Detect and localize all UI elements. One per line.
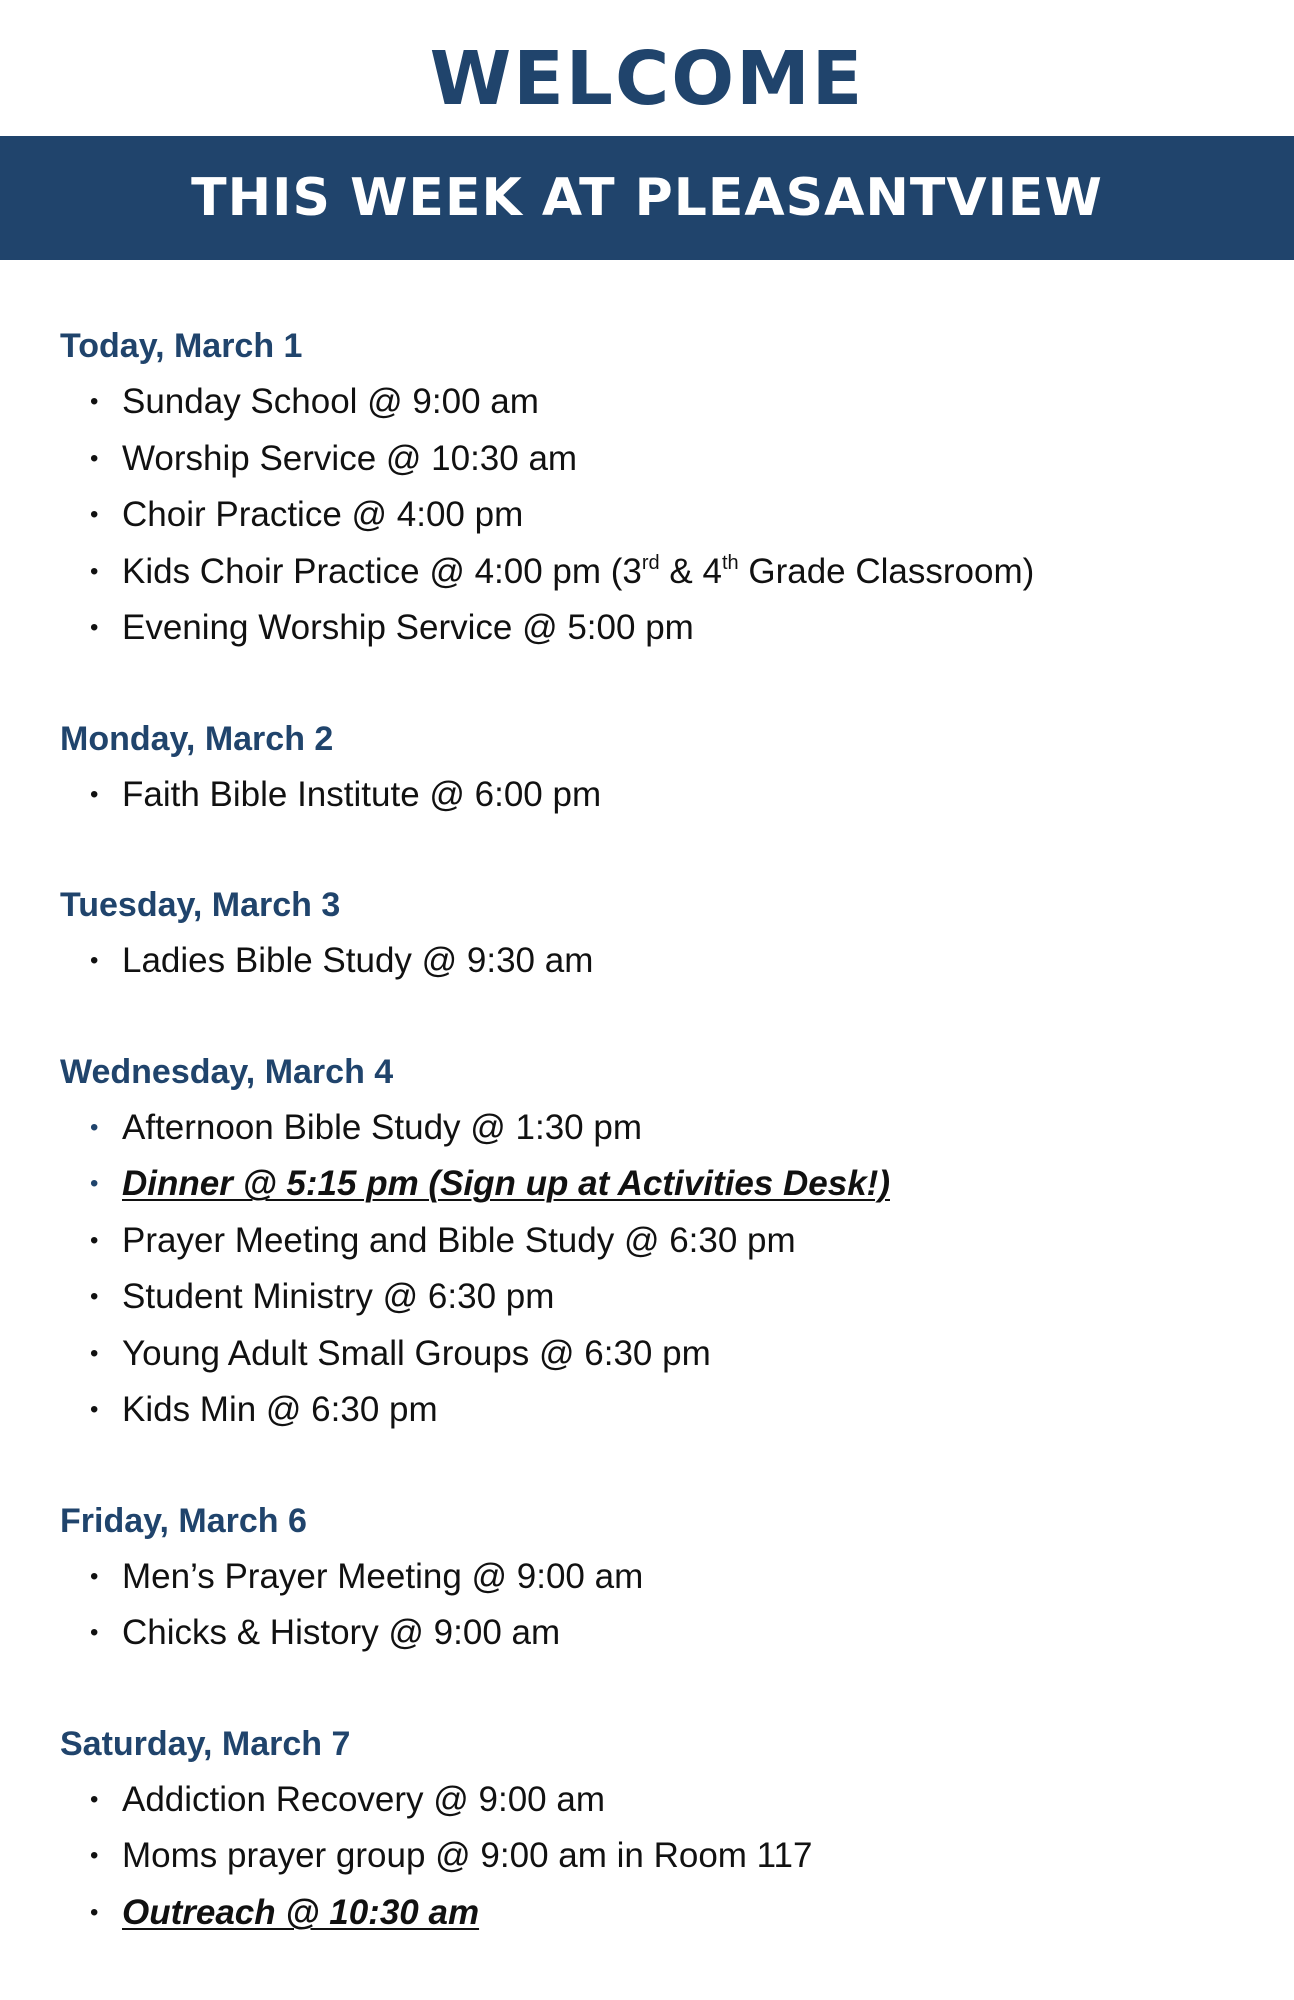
event-list	[60, 1772, 1240, 1942]
bullet-icon: •	[90, 780, 99, 808]
event-item: • Sunday School @ 9:00 am	[60, 374, 1240, 431]
bullet-icon: •	[90, 388, 99, 415]
bullet-icon: •	[90, 614, 99, 641]
event-item: • Afternoon Bible Study @ 1:30 pm	[60, 1100, 1240, 1157]
event-list	[60, 1100, 1240, 1439]
event-item: • Moms prayer group @ 9:00 am in Room 117	[60, 1828, 1240, 1885]
day-heading: Monday, March 2	[60, 719, 334, 758]
bullet-icon: •	[90, 1619, 99, 1646]
bullet-icon: •	[90, 444, 99, 472]
event-item: • Men’s Prayer Meeting @ 9:00 am	[60, 1549, 1240, 1606]
banner-title: THIS WEEK AT PLEASANTVIEW	[191, 168, 1103, 228]
event-item: • Faith Bible Institute @ 6:00 pm	[60, 767, 1240, 824]
bullet-icon: •	[90, 501, 99, 528]
day-section-march-1	[60, 318, 1240, 657]
event-item: • Student Ministry @ 6:30 pm	[60, 1269, 1240, 1326]
bullet-icon: •	[90, 557, 99, 585]
bullet-icon: •	[90, 947, 99, 974]
page-title: WELCOME	[429, 36, 865, 122]
event-item	[60, 544, 1240, 601]
day-heading: Tuesday, March 3	[60, 886, 341, 924]
event-item: • Kids Min @ 6:30 pm	[60, 1382, 1240, 1439]
day-heading: Wednesday, March 4	[60, 1052, 394, 1091]
day-heading: Friday, March 6	[60, 1501, 307, 1540]
bullet-icon: •	[90, 1226, 99, 1254]
day-section-march-6	[60, 1493, 1240, 1662]
day-heading: Today, March 1	[60, 327, 303, 365]
event-item-highlighted: • Dinner @ 5:15 pm (Sign up at Activities Desk!)	[60, 1156, 1240, 1213]
event-list	[60, 933, 1240, 990]
bullet-icon: •	[90, 1113, 99, 1141]
day-section-march-4	[60, 1044, 1240, 1439]
event-item: • Worship Service @ 10:30 am	[60, 431, 1240, 488]
bullet-icon: •	[90, 1842, 99, 1869]
event-item: • Chicks & History @ 9:00 am	[60, 1605, 1240, 1662]
bullet-icon: •	[90, 1785, 99, 1813]
bullet-icon: •	[90, 1339, 99, 1367]
event-item: • Young Adult Small Groups @ 6:30 pm	[60, 1326, 1240, 1383]
event-item: • Addiction Recovery @ 9:00 am	[60, 1772, 1240, 1829]
bullet-icon: •	[90, 1170, 99, 1197]
event-list	[60, 374, 1240, 657]
day-section-march-3	[60, 877, 1240, 990]
schedule	[60, 318, 1240, 1995]
event-list	[60, 767, 1240, 824]
day-heading: Saturday, March 7	[60, 1724, 351, 1763]
header-banner	[0, 136, 1294, 260]
bullet-icon: •	[90, 1283, 99, 1310]
event-list	[60, 1549, 1240, 1662]
event-item: • Prayer Meeting and Bible Study @ 6:30 pm	[60, 1213, 1240, 1270]
event-item: • Choir Practice @ 4:00 pm	[60, 487, 1240, 544]
event-item: • Ladies Bible Study @ 9:30 am	[60, 933, 1240, 990]
event-item-highlighted: • Outreach @ 10:30 am	[60, 1885, 1240, 1942]
day-section-march-2	[60, 711, 1240, 824]
bullet-icon: •	[90, 1562, 99, 1590]
bullet-icon: •	[90, 1396, 99, 1423]
day-section-march-7	[60, 1716, 1240, 1942]
event-item: • Evening Worship Service @ 5:00 pm	[60, 600, 1240, 657]
bullet-icon: •	[90, 1898, 99, 1926]
event-text: Kids Choir Practice @ 4:00 pm (3rd & 4th Grade Classroom)	[122, 551, 1035, 591]
